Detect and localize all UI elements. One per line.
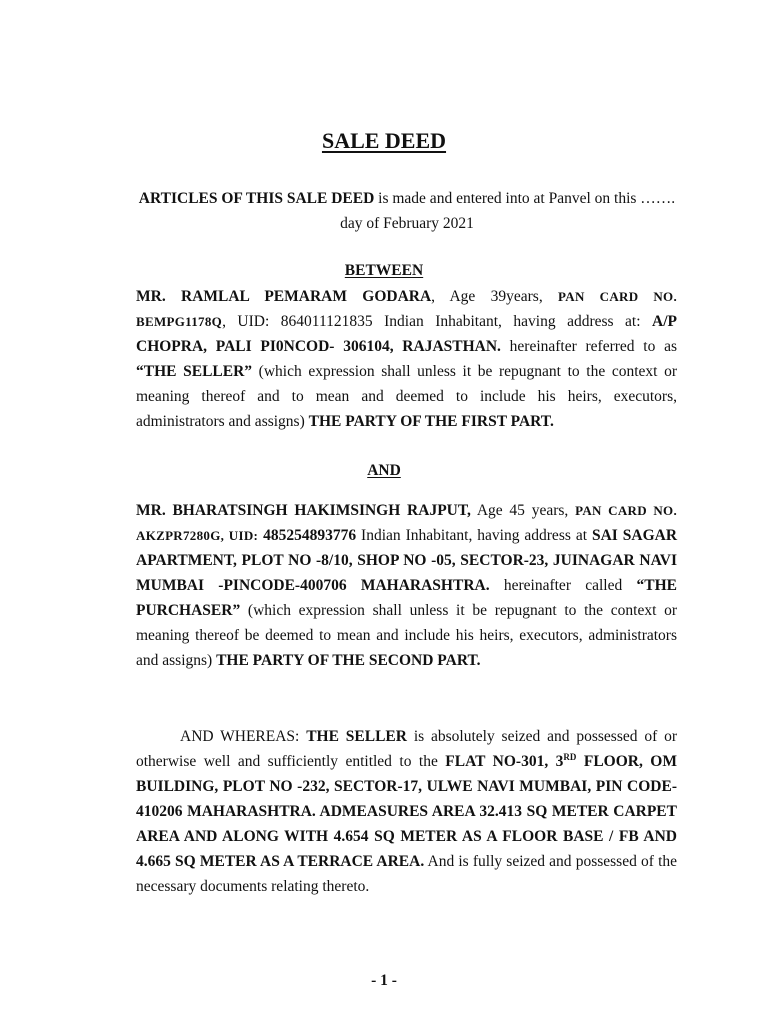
purchaser-pan: PAN CARD NO. AKZPR7280G, UID:	[136, 503, 678, 543]
whereas-seller: THE SELLER	[306, 728, 407, 745]
whereas-text-1: AND WHEREAS:	[180, 728, 307, 745]
seller-text-2: , UID: 864011121835 Indian Inhabitant, having address at:	[222, 313, 653, 330]
purchaser-text-3: hereinafter called	[489, 577, 637, 594]
purchaser-uid: 485254893776	[258, 527, 357, 544]
whereas-property: FLOOR, OM BUILDING, PLOT NO -232, SECTOR-17, ULWE NAVI MUMBAI, PIN CODE-410206 MAHARASHTRA. ADMEASURES AREA 32.413 SQ METER CARPET AREA AND ALONG WITH 4.654 SQ METER AS A FLOOR BASE / FB AND 4.665 SQ METER AS A TERRACE AREA.	[136, 753, 677, 870]
intro-paragraph	[136, 186, 678, 236]
seller-text-4: (which expression shall unless it be repugnant to the context or meaning thereof and to mean and deemed to include his heirs, executors, administrators and assigns)	[136, 363, 677, 430]
seller-address: A/P CHOPRA, PALI PI0NCOD- 306104, RAJASTHAN.	[136, 313, 677, 355]
between-heading: BETWEEN	[344, 262, 424, 279]
page-number: - 1 -	[371, 972, 397, 989]
seller-party: THE PARTY OF THE FIRST PART.	[308, 413, 554, 430]
purchaser-text-4: (which expression shall unless it be repugnant to the context or meaning thereof be deemed to mean and include his heirs, executors, administrators and assigns)	[136, 602, 677, 669]
and-heading: AND	[367, 462, 401, 479]
purchaser-address: SAI SAGAR APARTMENT, PLOT NO -8/10, SHOP NO -05, SECTOR-23, JUINAGAR NAVI MUMBAI -PINCODE-400706 MAHARASHTRA.	[136, 527, 678, 594]
whereas-flat: FLAT NO-301, 3	[445, 753, 564, 770]
whereas-text-2: is absolutely seized and possessed of or otherwise well and sufficiently entitled to the	[136, 728, 677, 770]
purchaser-name: MR. BHARATSINGH HAKIMSINGH RAJPUT,	[136, 502, 471, 519]
whereas-flat-sup: RD	[563, 751, 577, 762]
seller-text-1: , Age 39years,	[431, 288, 558, 305]
purchaser-label: “THE PURCHASER”	[136, 577, 677, 619]
purchaser-text-1: Age 45 years,	[470, 502, 576, 519]
whereas-text-3: And is fully seized and possessed of the necessary documents relating thereto.	[136, 853, 678, 895]
seller-name: MR. RAMLAL PEMARAM GODARA	[136, 288, 432, 305]
seller-label: “THE SELLER”	[136, 363, 253, 380]
purchaser-party: THE PARTY OF THE SECOND PART.	[216, 652, 481, 669]
intro-text: is made and entered into at Panvel on this ……. day of February 2021	[340, 190, 676, 232]
seller-paragraph	[136, 284, 677, 434]
document-title: SALE DEED	[321, 128, 447, 153]
intro-bold-lead: ARTICLES OF THIS SALE DEED	[138, 190, 375, 207]
whereas-paragraph	[136, 724, 677, 899]
purchaser-text-2: Indian Inhabitant, having address at	[356, 527, 592, 544]
seller-pan: PAN CARD NO. BEMPG1178Q	[136, 289, 678, 329]
purchaser-paragraph	[136, 498, 677, 673]
seller-text-3: hereinafter referred to as	[500, 338, 678, 355]
